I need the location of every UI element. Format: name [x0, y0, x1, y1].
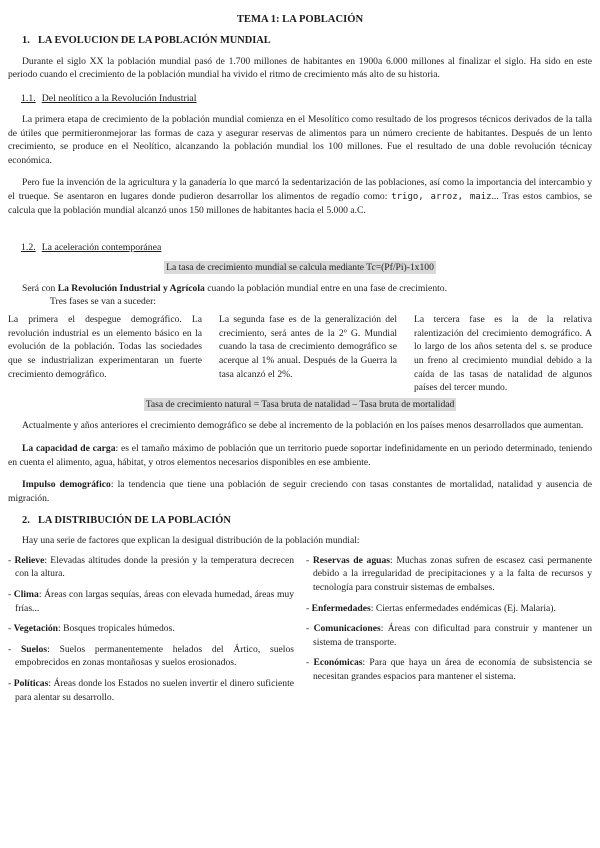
factor-climate-term: Clima — [13, 588, 39, 600]
factors-columns — [8, 554, 592, 711]
growth-rate-formula-text: La tasa de crecimiento mundial se calcula mediante Tc=(Pf/Pi)-1x100 — [166, 262, 434, 274]
section-2-heading — [8, 514, 592, 529]
growth-rate-formula — [8, 261, 592, 275]
demographic-momentum-definition: : la tendencia que tiene una población de seguir creciendo con tasas constantes de mortalidad, natalidad y ausencia de migración. — [8, 479, 593, 504]
subsection-1-2-number: 1.2. — [21, 242, 36, 254]
agriculture-text-end: ... Tras estos cambios, se calcula que la población mundial alcanzó unos 150 millones de habitantes hacia el 5.000 a.C. — [8, 190, 592, 216]
factor-communications-text: : Áreas con dificultad para construir y mantener un sistema de transporte. — [313, 623, 592, 648]
factor-relief: - Relieve: Elevadas altitudes donde la presión y la temperatura decrecen con la altura. — [8, 554, 295, 580]
subsection-1-1-title: Del neolítico a la Revolución Industrial — [41, 93, 197, 105]
factor-politics-text: : Áreas donde los Estados no suelen invertir el dinero suficiente para alentar su desarrollo. — [15, 678, 294, 703]
subsection-1-2-heading — [21, 241, 592, 255]
factors-left-column — [8, 554, 294, 711]
agriculture-paragraph — [8, 176, 592, 217]
neolithic-paragraph: La primera etapa de crecimiento de la población mundial comienza en el Mesolítico como resultado de los progresos técnicos derivados de la talla de útiles que permitieronmejorar las formas de caza y asegurar reservas de alimentos para un número creciente de habitantes. Después de un lento crecimiento, se produce en el Neolítico, alcanzando la población mundial los 100 millones. Fue el resultado de una doble revolución técnicay económica. — [8, 113, 592, 166]
revolution-intro-start: Será con — [22, 282, 58, 294]
section-2-number: 2. — [22, 515, 30, 527]
factors-right-column — [306, 554, 592, 711]
natural-growth-formula-text: Tasa de crecimiento natural = Tasa bruta de natalidad – Tasa bruta de mortalidad — [145, 398, 455, 410]
crops-list: trigo, arroz, maiz — [391, 191, 492, 202]
natural-growth-formula — [8, 398, 592, 412]
subsection-1-2-title: La aceleración contemporánea — [41, 242, 162, 254]
factor-water: - Reservas de aguas: Muchas zonas sufren de escasez casi permanente debido a la irregularidad de precipitaciones y a la falta de recursos y tecnología para construir sistemas de embalses. — [306, 554, 592, 593]
factor-climate-text: : Áreas con largas sequías, áreas con elevada humedad, áreas muy frías... — [15, 588, 295, 614]
current-growth-paragraph: Actualmente y años anteriores el crecimiento demográfico se debe al incremento de la población en los países menos desarrollados que aumentan. — [22, 420, 584, 432]
section-2-intro: Hay una serie de factores que explican la desigual distribución de la población mundial: — [22, 535, 360, 547]
phases-lead: Tres fases se van a suceder: — [50, 296, 156, 308]
revolution-intro — [8, 282, 592, 296]
factor-economic-term: Económicas — [313, 657, 363, 669]
factor-relief-text: : Elevadas altitudes donde la presión y la temperatura decrecen con la altura. — [15, 554, 295, 580]
revolution-intro-end: cuando la población mundial entre en una fase de crecimiento. — [204, 282, 447, 294]
section-1-number: 1. — [22, 35, 30, 47]
subsection-1-1-number: 1.1. — [21, 93, 36, 105]
carrying-capacity-definition: : es el tamaño máximo de población que un territorio puede soportar indefinidamente en un periodo determinado, teniendo en cuenta el alimento, agua, hábitat, y otros elementos necesarios disponibles en ese ambiente. — [8, 442, 592, 468]
factor-soils-text: : Suelos permanentemente helados del Ártico, suelos empobrecidos en zonas montañosas y suelos erosionados. — [15, 643, 294, 669]
factor-politics-term: Políticas — [13, 678, 49, 690]
factor-water-term: Reservas de aguas — [312, 554, 391, 566]
factor-climate: - Clima: Áreas con largas sequías, áreas con elevada humedad, áreas muy frías... — [8, 588, 295, 614]
demographic-momentum-paragraph — [8, 478, 592, 505]
section-2-title: LA DISTRIBUCIÓN DE LA POBLACIÓN — [38, 515, 231, 527]
carrying-capacity-term: La capacidad de carga — [22, 442, 116, 454]
phases-columns — [8, 313, 592, 395]
factor-vegetation-text: : Bosques tropicales húmedos. — [58, 623, 175, 635]
factor-water-text: : Muchas zonas sufren de escasez casi permanente debido a la irregularidad de precipitaciones y a la falta de recursos y tecnología para construir sistemas de embalses. — [313, 554, 592, 593]
factor-vegetation: - Vegetación: Bosques tropicales húmedos. — [8, 623, 175, 635]
factor-relief-term: Relieve — [14, 554, 45, 566]
phase-3: La tercera fase es la de la relativa ralentización del crecimiento demográfico. A lo largo de los años setenta del s. se produce un freno al crecimiento mundial debido a la caída de las tasas de natalidad de algunos países del tercer mundo. — [414, 314, 592, 394]
factor-diseases-text: : Ciertas enfermedades endémicas (Ej. Malaria). — [370, 602, 556, 614]
agriculture-text: Pero fue la invención de la agricultura y la ganadería lo que marcó la sedentarización de las poblaciones, así como la importancia del intercambio y el trueque. Se asentaron en lugares donde pudieron desarrollar los alimentos de regadío como: — [8, 177, 592, 202]
factor-vegetation-term: Vegetación — [13, 623, 59, 635]
factor-communications: - Comunicaciones: Áreas con dificultad para construir y mantener un sistema de transporte. — [306, 623, 592, 648]
document-title: TEMA 1: LA POBLACIÓN — [236, 14, 364, 25]
section-1-heading — [8, 34, 592, 49]
section-1-intro: Durante el siglo XX la población mundial pasó de 1.700 millones de habitantes en 1900a 6.000 millones al finalizar el siglo. Ha sido en este periodo cuando el crecimiento de la población mundial ha vivido el ritmo de crecimiento más alto de su historia. — [8, 55, 592, 81]
factor-economic: - Económicas: Para que haya un área de economía de subsistencia se necesitan grandes espacios para mantener el sistema. — [306, 657, 593, 683]
factor-diseases-term: Enfermedades — [311, 602, 371, 614]
factor-soils: - Suelos: Suelos permanentemente helados del Ártico, suelos empobrecidos en zonas montañosas y suelos erosionados. — [8, 643, 294, 669]
factor-economic-text: : Para que haya un área de economía de subsistencia se necesitan grandes espacios para mantener el sistema. — [313, 657, 593, 683]
carrying-capacity-paragraph — [8, 442, 592, 469]
factor-communications-term: Comunicaciones — [313, 623, 381, 635]
phase-1: La primera el despegue demográfico. La revolución industrial es un elemento básico en la evolución de la población. Todas las sociedades que se industrializan experimentaran un fuerte crecimiento demográfico. — [8, 314, 202, 380]
demographic-momentum-term: Impulso demográfico — [22, 479, 111, 491]
factor-soils-term: Suelos — [20, 643, 48, 655]
factor-politics: - Políticas: Áreas donde los Estados no suelen invertir el dinero suficiente para alentar su desarrollo. — [8, 678, 294, 703]
phase-2: La segunda fase es de la generalización del crecimiento, será antes de la 2º G. Mundial cuando la tasa de crecimiento demográfico se acerque al 1% anual. Después de la Guerra la tasa alcanzó el 2%. — [219, 314, 397, 380]
section-1-title: LA EVOLUCION DE LA POBLACIÓN MUNDIAL — [38, 35, 271, 47]
revolution-term: La Revolución Industrial y Agrícola — [57, 282, 205, 294]
factor-diseases: - Enfermedades: Ciertas enfermedades endémicas (Ej. Malaria). — [306, 602, 556, 614]
subsection-1-1-heading — [21, 92, 592, 106]
